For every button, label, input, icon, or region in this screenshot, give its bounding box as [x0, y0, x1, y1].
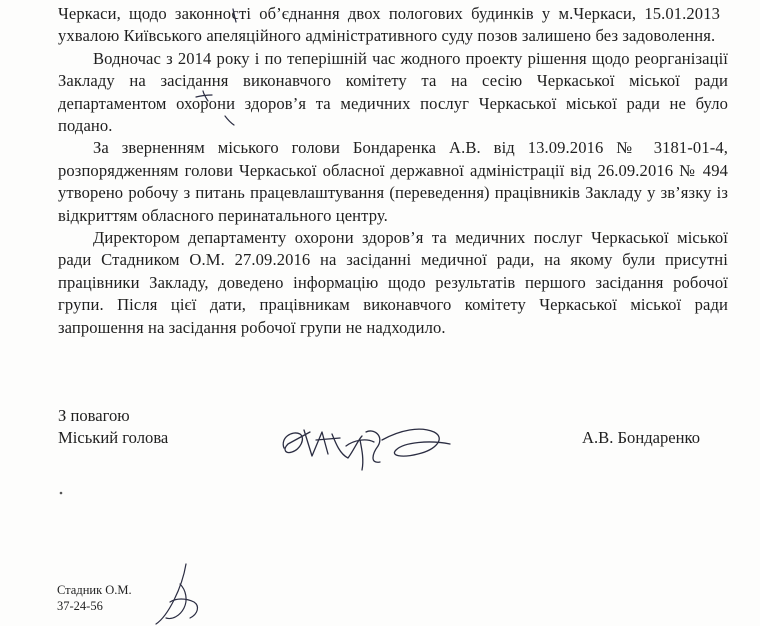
paragraph-2: Водночас з 2014 року і по теперішній час жодного проекту рішення щодо реорганізації Закладу на засідання виконавчого комітету та на сесію Черкаської міської ради департаментом охорони здоров’я та медичних послуг Черкаської міської ради не було подано. — [58, 48, 728, 136]
handwritten-initial-mark — [150, 562, 210, 626]
contact-name: Стадник О.М. — [57, 583, 132, 597]
paragraph-4: Директором департаменту охорони здоров’я та медичних послуг Черкаської міської ради Стадником О.М. 27.09.2016 на засіданні медичної ради, на якому були присутні працівники Закладу, доведено інформацію щодо результатів першого засідання робочої групи. Після цієї дати, працівникам виконавчого комітету Черкаської міської ради запрошення на засідання робочої групи не надходило. — [58, 228, 728, 337]
contact-phone: 37-24-56 — [57, 599, 103, 613]
closing-greeting: З повагою — [58, 406, 130, 425]
closing-position: Міський голова — [58, 428, 169, 448]
contact-block — [57, 582, 132, 614]
paragraph-3: За зверненням міського голови Бондаренка А.В. від 13.09.2016 № 3181-01-4, розпорядженням голови Черкаської обласної державної адміністрації від 26.09.2016 № 494 утворено робочу з питань працевлаштування (переведення) працівників Закладу у зв’язку із відкриттям обласного перинатального центру. — [58, 138, 728, 225]
letter-body — [58, 3, 728, 339]
handwritten-signature — [270, 410, 460, 480]
paragraph-1: Черкаси, щодо законності об’єднання двох пологових будинків у м.Черкаси, 15.01.2013 ухвалою Київського апеляційного адміністративного суду позов залишено без задоволення. — [58, 4, 720, 46]
closing-block — [58, 405, 168, 450]
signer-name: А.В. Бондаренко — [582, 428, 701, 447]
